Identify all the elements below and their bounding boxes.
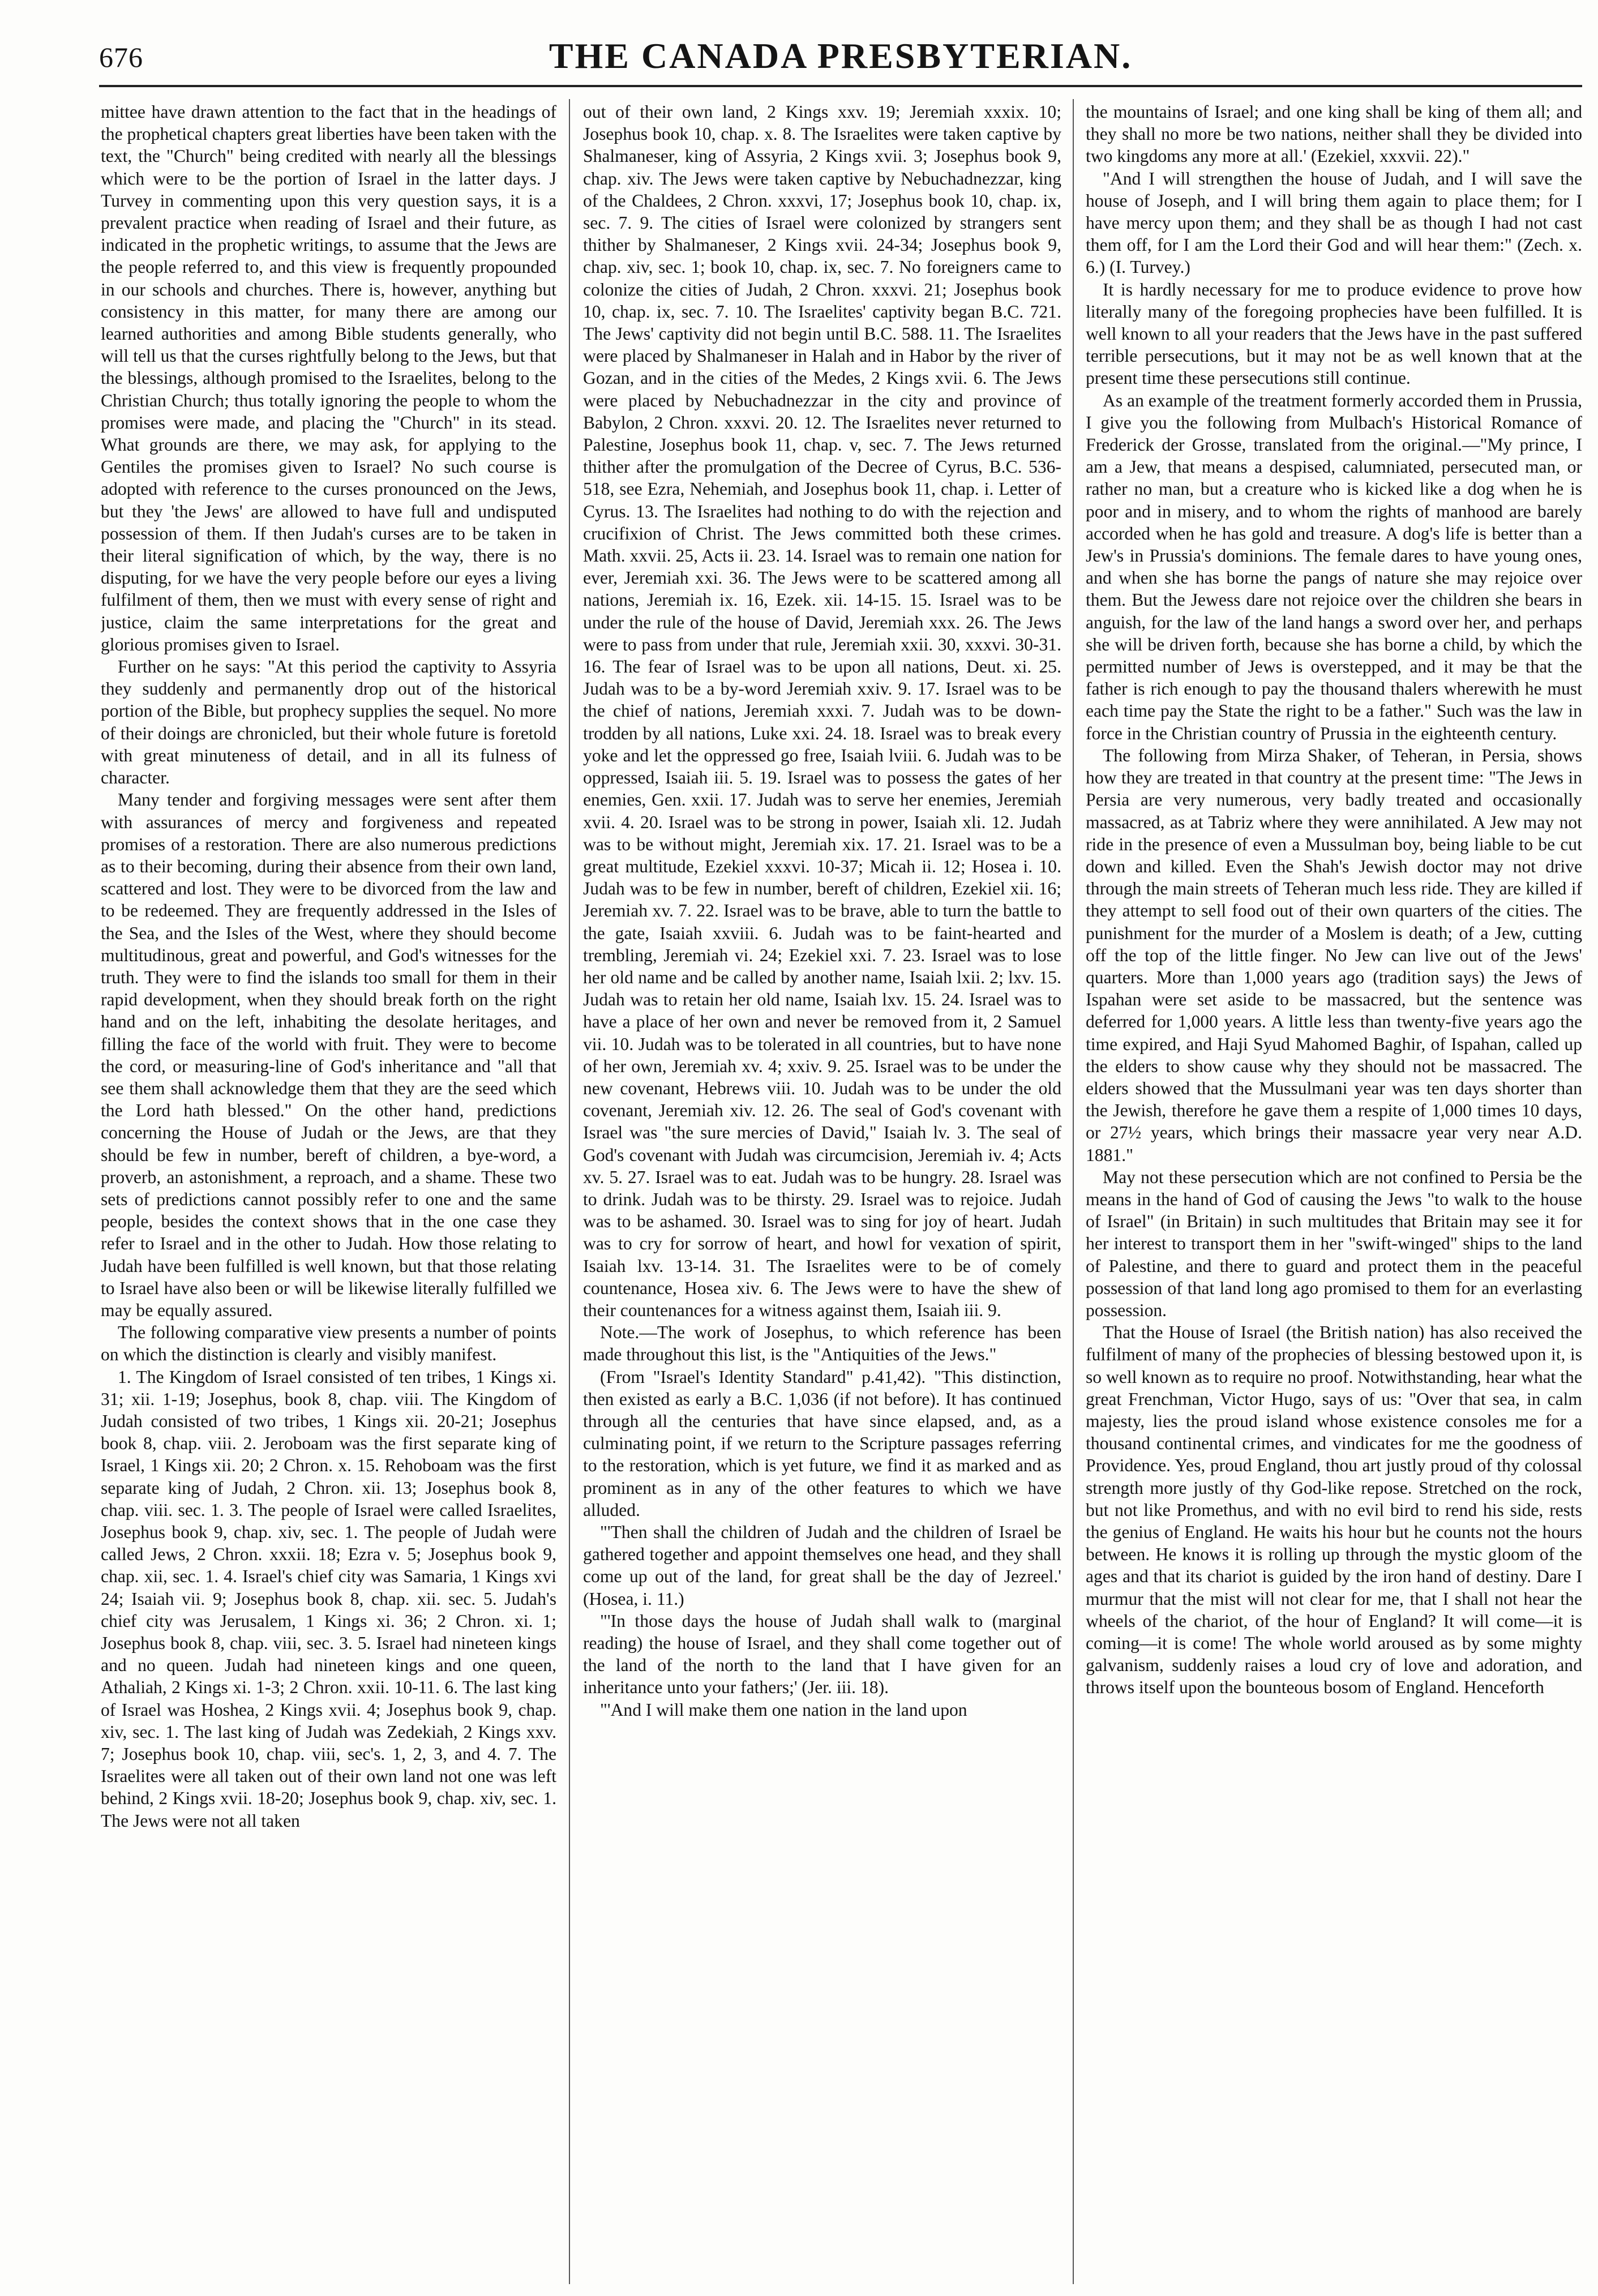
article-paragraph: As an example of the treatment formerly accorded them in Prussia, I give you the following from Mulbach's Historical Romance of Frederick der Grosse, translated from the original.—"My prince, I am a Jew, that means a despised, calumniated, persecuted man, or rather no man, but a creature who is kicked like a dog when he is poor and in misery, and to whom the rights of manhood are barely accorded when he has gold and treasure. A dog's life is better than a Jew's in Prussia's dominions. The female dares to have young ones, and when she has borne the pangs of nature she may rejoice over them. But the Jewess dare not rejoice over the children she bears in anguish, for the law of the land hangs a sword over her, and perhaps she will be driven forth, because she has borne a child, by which the permitted number of Jews is overstepped, and it may be that the father is rich enough to pay the thousand thalers wherewith he must each time pay the State the right to be a father." Such was the law in force in the Christian country of Prussia in the eighteenth century.: [1086, 390, 1582, 743]
article-paragraph: Note.—The work of Josephus, to which reference has been made throughout this list, is the "Antiquities of the Jews.": [583, 1322, 1061, 1365]
article-paragraph: The following comparative view presents a number of points on which the distinction is clearly and visibly manifest.: [101, 1322, 556, 1365]
article-paragraph: May not these persecution which are not confined to Persia be the means in the hand of God of causing the Jews "to walk to the house of Israel" (in Britain) in such multitudes that Britain may see it for her interest to transport them in her "swift-winged" ships to the land of Palestine, and there to guard and protect them in the peaceful possession of that land long ago promised to them for an everlasting possession.: [1086, 1167, 1582, 1320]
column-middle: [583, 101, 1061, 2286]
article-paragraph: "'And I will make them one nation in the land upon: [600, 1699, 967, 1720]
article-paragraph: It is hardly necessary for me to produce evidence to prove how literally many of the foregoing prophecies have been fulfilled. It is well known to all your readers that the Jews have in the past suffered terrible persecutions, but it may not be as well known that at the present time these persecutions still continue.: [1086, 279, 1582, 388]
article-paragraph: out of their own land, 2 Kings xxv. 19; Jeremiah xxxix. 10; Josephus book 10, chap. x. 8. The Israelites were taken captive by Shalmaneser, king of Assyria, 2 Kings xvii. 3; Josephus book 9, chap. xiv. The Jews were taken captive by Nebuchadnezzar, king of the Chaldees, 2 Chron. xxxvi, 17; Josephus book 10, chap. ix, sec. 7. 9. The cities of Israel were colonized by strangers sent thither by Shalmaneser, 2 Kings xvii. 24-34; Josephus book 9, chap. xiv, sec. 1; book 10, chap. ix, sec. 7. No foreigners came to colonize the cities of Judah, 2 Chron. xxxvi. 21; Josephus book 10, chap. ix, sec. 7. 10. The Israelites' captivity began B.C. 721. The Jews' captivity did not begin until B.C. 588. 11. The Israelites were placed by Shalmaneser in Halah and in Habor by the river of Gozan, and in the cities of the Medes, 2 Kings xvii. 6. The Jews were placed by Nebuchadnezzar in the city and province of Babylon, 2 Chron. xxxvi. 20. 12. The Israelites never returned to Palestine, Josephus book 11, chap. v, sec. 7. The Jews returned thither after the promulgation of the Decree of Cyrus, B.C. 536-518, see Ezra, Nehemiah, and Josephus book 11, chap. i. Letter of Cyrus. 13. The Israelites had nothing to do with the rejection and crucifixion of Christ. The Jews committed both these crimes. Math. xxvii. 25, Acts ii. 23. 14. Israel was to remain one nation for ever, Jeremiah xxi. 36. The Jews were to be scattered among all nations, Jeremiah ix. 16, Ezek. xii. 14-15. 15. Israel was to be under the rule of the house of David, Jeremiah xxx. 26. The Jews were to pass from under that rule, Jeremiah xxii. 30, xxxvi. 30-31. 16. The fear of Israel was to be upon all nations, Deut. xi. 25. Judah was to be a by-word Jeremiah xxiv. 9. 17. Israel was to be the chief of nations, Jeremiah xxxi. 7. Judah was to be down-trodden by all nations, Luke xxi. 24. 18. Israel was to break every yoke and let the oppressed go free, Isaiah lviii. 6. Judah was to be oppressed, Isaiah iii. 5. 19. Israel was to possess the gates of her enemies, Gen. xxii. 17. Judah was to serve her enemies, Jeremiah xvii. 4. 20. Israel was to be strong in power, Isaiah xli. 12. Judah was to be without might, Jeremiah xix. 17. 21. Israel was to be a great multitude, Ezekiel xxxvi. 10-37; Micah ii. 12; Hosea i. 10. Judah was to be few in number, bereft of children, Ezekiel xii. 16; Jeremiah xv. 7. 22. Israel was to be brave, able to turn the battle to the gate, Isaiah xxviii. 6. Judah was to be faint-hearted and trembling, Jeremiah vi. 24; Ezekiel xxi. 7. 23. Israel was to lose her old name and be called by another name, Isaiah lxii. 2; lxv. 15. Judah was to retain her old name, Isaiah lxv. 15. 24. Israel was to have a place of her own and never be removed from it, 2 Samuel vii. 10. Judah was to be tolerated in all countries, but to have none of her own, Jeremiah xv. 4; xxiv. 9. 25. Israel was to be under the new covenant, Hebrews viii. 10. Judah was to be under the old covenant, Jeremiah xiv. 12. 26. The seal of God's covenant with Israel was "the sure mercies of David," Isaiah lv. 3. The seal of God's covenant with Judah was circumcision, Jeremiah iv. 4; Acts xv. 5. 27. Israel was to eat. Judah was to be hungry. 28. Israel was to drink. Judah was to be thirsty. 29. Israel was to rejoice. Judah was to be ashamed. 30. Israel was to sing for joy of heart. Judah was to cry for sorrow of heart, and howl for vexation of spirit, Isaiah lxv. 13-14. 31. The Israelites were to be of comely countenance, Hosea xiv. 6. The Jews were to have the shew of their countenances for a witness against them, Isaiah iii. 9.: [583, 102, 1061, 1320]
article-paragraph: mittee have drawn attention to the fact that in the headings of the prophetical chapters great liberties have been taken with the text, the "Church" being credited with nearly all the blessings which were to be the portion of Israel in the latter days. J Turvey in commenting upon this very question says, it is a prevalent practice when reading of Israel and their future, as indicated in the prophetic writings, to assume that the Jews are the people referred to, and this view is frequently propounded in our schools and churches. There is, however, anything but consistency in this matter, for many there are among our learned authorities and among Bible students generally, who will tell us that the curses rightfully belong to the Jews, but that the blessings, although promised to the Israelites, belong to the Christian Church; thus totally ignoring the people to whom the promises were made, and placing the "Church" in its stead. What grounds are there, we may ask, for applying to the Gentiles the promises given to Israel? No such course is adopted with reference to the curses pronounced on the Jews, but they 'the Jews' are allowed to have full and undisputed possession of them. If then Judah's curses are to be taken in their literal signification of which, by the way, there is no disputing, for we have the very people before our eyes a living fulfilment of them, then we must with every sense of right and justice, claim the same interpretations for the great and glorious promises given to Israel.: [101, 102, 556, 654]
column-left: [101, 101, 556, 2286]
column-divider: [1073, 99, 1074, 2284]
article-paragraph: "'Then shall the children of Judah and the children of Israel be gathered together and appoint themselves one head, and they shall come up out of the land, for great shall be the day of Jezreel.' (Hosea, i. 11.): [583, 1522, 1061, 1609]
article-paragraph: the mountains of Israel; and one king shall be king of them all; and they shall no more be two nations, neither shall they be divided into two kingdoms any more at all.' (Ezekiel, xxxvii. 22).": [1086, 102, 1582, 166]
article-paragraph: That the House of Israel (the British nation) has also received the fulfilment of many of the prophecies of blessing bestowed upon it, is so well known as to require no proof. Notwithstanding, hear what the great Frenchman, Victor Hugo, says of us: "Over that sea, in calm majesty, lies the proud island whose existence consoles me for a thousand continental crimes, and vindicates for me the goodness of Providence. Yes, proud England, thou art justly proud of thy colossal strength more justly of thy God-like repose. Stretched on the rock, but not like Promethus, and with no evil bird to rend his side, rests the genius of England. He waits his hour but he counts not the hours between. He knows it is rolling up through the mystic gloom of the ages and that its chariot is guided by the iron hand of destiny. Dare I murmur that the mist will not clear for me, that I shall not hear the wheels of the chariot, of the hour of England? It will come—it is coming—it is come! The whole world aroused as by some mighty galvanism, suddenly raises a loud cry of love and adoration, and throws itself upon the bounteous bosom of England. Henceforth: [1086, 1322, 1582, 1698]
article-paragraph: "'In those days the house of Judah shall walk to (marginal reading) the house of Israel, and they shall come together out of the land of the north to the land that I have given for an inheritance unto your fathers;' (Jer. iii. 18).: [583, 1610, 1061, 1698]
column-right: [1086, 101, 1582, 2286]
article-paragraph: Further on he says: "At this period the captivity to Assyria they suddenly and permanently drop out of the historical portion of the Bible, but prophecy supplies the sequel. No more of their doings are chronicled, but their whole future is foretold with great minuteness of detail, and in all its fulness of character.: [101, 657, 556, 788]
article-paragraph: (From "Israel's Identity Standard" p.41,42). "This distinction, then existed as early a B.C. 1,036 (if not before). It has continued through all the centuries that have since elapsed, and, as a culminating point, if we return to the Scripture passages referring to the restoration, which is yet future, we find it as marked and as prominent as in any of the other features to which we have alluded.: [583, 1367, 1061, 1520]
header-rule: [99, 85, 1582, 87]
page-number: 676: [99, 41, 143, 73]
article-paragraph: 1. The Kingdom of Israel consisted of ten tribes, 1 Kings xi. 31; xii. 1-19; Josephus, book 8, chap. viii. The Kingdom of Judah consisted of two tribes, 1 Kings xii. 20-21; Josephus book 8, chap. viii. 2. Jeroboam was the first separate king of Israel, 1 Kings xii. 20; 2 Chron. x. 15. Rehoboam was the first separate king of Judah, 2 Chron. xii. 13; Josephus book 8, chap. viii. sec. 1. 3. The people of Israel were called Israelites, Josephus book 9, chap. xiv, sec. 1. The people of Judah were called Jews, 2 Chron. xxxii. 18; Ezra v. 5; Josephus book 9, chap. xii, sec. 1. 4. Israel's chief city was Samaria, 1 Kings xvi 24; Isaiah vii. 9; Josephus book 8, chap. xii. sec. 5. Judah's chief city was Jerusalem, 1 Kings xi. 36; 2 Chron. xi. 1; Josephus book 8, chap. viii, sec. 3. 5. Israel had nineteen kings and no queen. Judah had nineteen kings and one queen, Athaliah, 2 Kings xi. 1-3; 2 Chron. xxii. 10-11. 6. The last king of Israel was Hoshea, 2 Kings xvii. 4; Josephus book 9, chap. xiv, sec. 1. The last king of Judah was Zedekiah, 2 Kings xxv. 7; Josephus book 10, chap. viii, sec's. 1, 2, 3, and 4. 7. The Israelites were all taken out of their own land not one was left behind, 2 Kings xvii. 18-20; Josephus book 9, chap. xiv, sec. 1. The Jews were not all taken: [101, 1367, 556, 1831]
page-header: [99, 33, 1582, 84]
masthead-title: THE CANADA PRESBYTERIAN.: [549, 36, 1133, 76]
article-paragraph: "And I will strengthen the house of Judah, and I will save the house of Joseph, and I will bring them again to place them; for I have mercy upon them; and they shall be as though I had not cast them off, for I am the Lord their God and will hear them:" (Zech. x. 6.) (I. Turvey.): [1086, 168, 1582, 277]
article-paragraph: Many tender and forgiving messages were sent after them with assurances of mercy and forgiveness and repeated promises of a restoration. There are also numerous predictions as to their becoming, during their absence from their own land, scattered and lost. They were to be divorced from the law and to be redeemed. They are frequently addressed in the Isles of the Sea, and the Isles of the West, where they should become multitudinous, great and powerful, and God's witnesses for the truth. They were to find the islands too small for them in their rapid development, when they should break forth on the right hand and on the left, inhabiting the desolate heritages, and filling the face of the world with fruit. They were to become the cord, or measuring-line of God's inheritance and "all that see them shall acknowledge them that they are the seed which the Lord hath blessed." On the other hand, predictions concerning the House of Judah or the Jews, are that they should be few in number, bereft of children, a bye-word, a proverb, an astonishment, a reproach, and a shame. These two sets of predictions cannot possibly refer to one and the same people, besides the context shows that in the one case they refer to Israel and in the other to Judah. How those relating to Judah have been fulfilled is well known, but that those relating to Israel have also been or will be likewise literally fulfilled we may be equally assured.: [101, 790, 556, 1320]
column-divider: [569, 99, 570, 2284]
article-paragraph: The following from Mirza Shaker, of Teheran, in Persia, shows how they are treated in that country at the present time: "The Jews in Persia are very numerous, very badly treated and occasionally massacred, as at Tabriz where they were annihilated. A Jew may not ride in the presence of even a Mussulman boy, being liable to be cut down and killed. Even the Shah's Jewish doctor may not drive through the main streets of Teheran much less ride. They are killed if they attempt to sell food out of their own quarters of the cities. The punishment for the murder of a Moslem is death; of a Jew, cutting off the top of the little finger. No Jew can live out of the Jews' quarters. More than 1,000 years ago (tradition says) the Jews of Ispahan were set aside to be massacred, but the sentence was deferred for 1,000 years. A little less than twenty-five years ago the time expired, and Haji Syud Mahomed Baghir, of Ispahan, called up the elders to show cause why they should not be massacred. The elders showed that the Mussulmani year was ten days shorter than the Jewish, therefore he gave them a respite of 1,000 times 10 days, or 27½ years, which brings their massacre year very near A.D. 1881.": [1086, 745, 1582, 1165]
